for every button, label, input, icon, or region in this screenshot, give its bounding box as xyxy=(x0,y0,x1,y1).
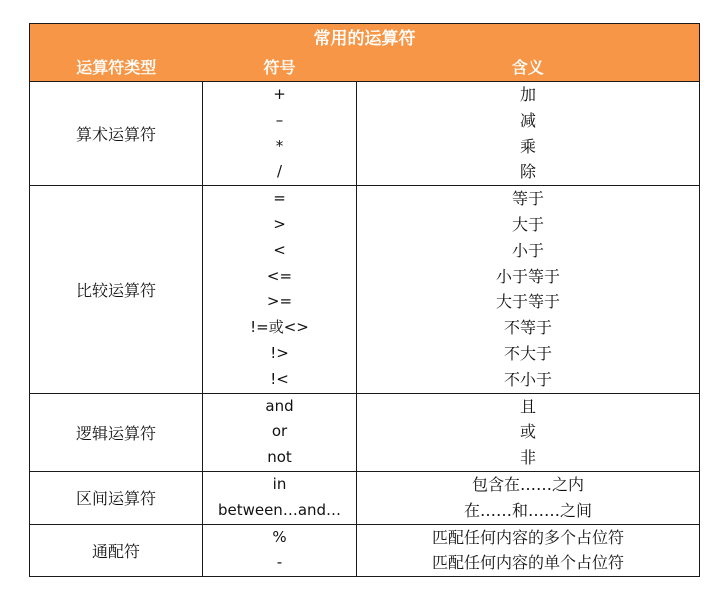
operator-symbol: !=或<> xyxy=(250,318,309,337)
meaning-list xyxy=(357,82,700,186)
operator-symbol: % xyxy=(272,527,287,546)
operator-meaning: 或 xyxy=(520,422,537,442)
meaning-list xyxy=(357,393,700,471)
table-row xyxy=(30,524,700,577)
operator-category: 通配符 xyxy=(30,524,203,577)
symbol-list xyxy=(203,186,357,393)
header-row xyxy=(30,54,700,82)
operator-meaning: 不等于 xyxy=(504,318,553,338)
symbol-list xyxy=(203,524,357,577)
symbol-list xyxy=(203,82,357,186)
header-meaning: 含义 xyxy=(357,54,700,82)
operator-symbol: between…and… xyxy=(217,500,342,519)
operator-symbol: !> xyxy=(270,343,289,362)
operators-table xyxy=(29,23,700,577)
operator-meaning: 在……和……之间 xyxy=(464,500,593,520)
operator-symbol: <= xyxy=(266,266,293,285)
operator-symbol: / xyxy=(276,162,283,181)
operator-meaning: 非 xyxy=(520,448,537,468)
symbol-list xyxy=(203,393,357,471)
operator-symbol: not xyxy=(267,448,292,467)
header-category: 运算符类型 xyxy=(30,54,203,82)
header-symbol: 符号 xyxy=(203,54,357,82)
symbol-list xyxy=(203,471,357,524)
operator-category: 区间运算符 xyxy=(30,471,203,524)
operator-symbol: < xyxy=(273,240,286,259)
operator-symbol: and xyxy=(265,396,294,415)
operator-symbol: >= xyxy=(266,292,293,311)
operator-symbol: > xyxy=(273,214,286,233)
operator-meaning: 乘 xyxy=(520,136,537,156)
table-row xyxy=(30,82,700,186)
operator-symbol: - xyxy=(276,553,283,572)
table-row xyxy=(30,393,700,471)
operator-symbol: * xyxy=(275,136,284,155)
operator-category: 算术运算符 xyxy=(30,82,203,186)
table-title: 常用的运算符 xyxy=(30,24,700,55)
table-row xyxy=(30,186,700,393)
table-body xyxy=(30,82,700,577)
operator-meaning: 等于 xyxy=(512,189,545,209)
operator-symbol: – xyxy=(275,110,284,129)
operator-category: 逻辑运算符 xyxy=(30,393,203,471)
operator-category: 比较运算符 xyxy=(30,186,203,393)
meaning-list xyxy=(357,186,700,393)
operator-meaning: 减 xyxy=(520,110,537,130)
operator-meaning: 匹配任何内容的单个占位符 xyxy=(432,553,625,573)
meaning-list xyxy=(357,524,700,577)
operator-meaning: 大于等于 xyxy=(496,292,561,312)
operator-symbol: in xyxy=(272,474,287,493)
operator-symbol: or xyxy=(271,422,288,441)
operator-symbol: + xyxy=(273,85,286,103)
operator-meaning: 加 xyxy=(520,85,537,104)
operator-meaning: 大于 xyxy=(512,214,545,234)
operator-symbol: !< xyxy=(270,369,289,388)
title-row xyxy=(30,24,700,55)
operator-meaning: 小于 xyxy=(512,240,545,260)
operator-symbol: = xyxy=(273,189,286,208)
operator-meaning: 不大于 xyxy=(504,343,553,363)
operator-meaning: 匹配任何内容的多个占位符 xyxy=(432,527,625,547)
operator-meaning: 不小于 xyxy=(504,369,553,389)
meaning-list xyxy=(357,471,700,524)
operator-meaning: 包含在……之内 xyxy=(472,474,585,494)
operator-meaning: 且 xyxy=(520,396,537,416)
operator-meaning: 除 xyxy=(520,162,537,182)
table-row xyxy=(30,471,700,524)
operator-meaning: 小于等于 xyxy=(496,266,561,286)
